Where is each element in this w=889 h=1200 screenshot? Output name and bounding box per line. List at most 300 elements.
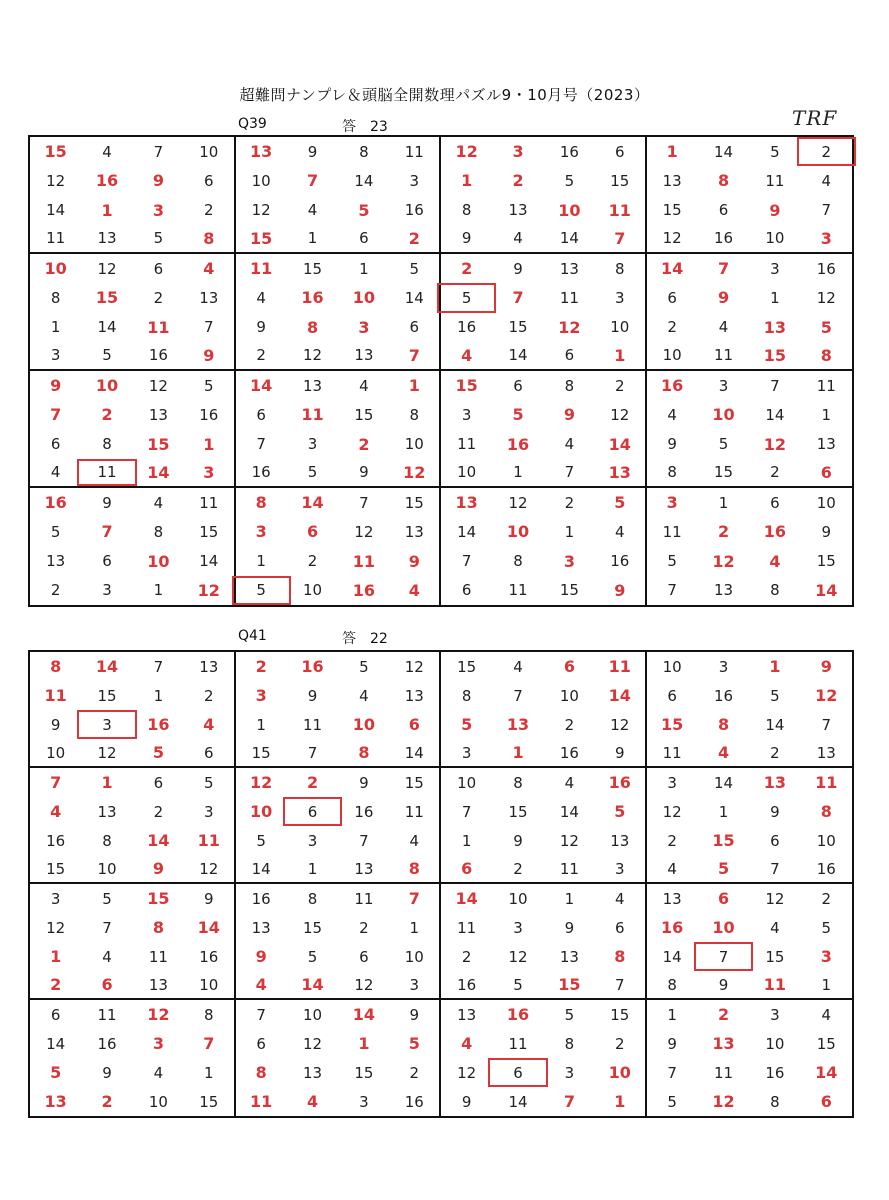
grid-cell: 9 bbox=[667, 435, 677, 454]
grid-cell: 6 bbox=[256, 405, 266, 424]
grid-cell: 5 bbox=[307, 947, 318, 966]
grid-cell: 1 bbox=[390, 913, 441, 942]
grid-cell: 1 bbox=[256, 715, 266, 734]
grid-cell: 11 bbox=[544, 855, 595, 884]
grid-cell: 7 bbox=[749, 855, 800, 884]
grid-cell: 6 bbox=[801, 459, 852, 488]
grid-cell: 10 bbox=[559, 686, 579, 705]
grid-cell: 1 bbox=[50, 318, 61, 337]
grid-cell: 12 bbox=[390, 459, 441, 488]
grid-cell: 1 bbox=[359, 259, 369, 278]
grid-cell: 14 bbox=[714, 773, 734, 792]
grid-cell: 5 bbox=[359, 657, 369, 676]
grid-cell: 12 bbox=[508, 493, 528, 512]
signature: TRF bbox=[792, 106, 838, 130]
grid-cell: 12 bbox=[457, 1063, 477, 1082]
grid-cell: 3 bbox=[184, 459, 235, 488]
grid-cell: 14 bbox=[184, 913, 235, 942]
grid-cell: 7 bbox=[287, 739, 338, 768]
grid-cell: 8 bbox=[390, 855, 441, 884]
grid-cell: 9 bbox=[513, 831, 523, 850]
grid-cell: 8 bbox=[255, 1063, 267, 1082]
grid-cell: 15 bbox=[236, 225, 287, 254]
grid-cell: 2 bbox=[595, 371, 646, 400]
grid-cell: 16 bbox=[595, 547, 646, 576]
grid-cell: 2 bbox=[390, 225, 441, 254]
grid-cell: 10 bbox=[595, 1058, 646, 1087]
grid-cell: 7 bbox=[698, 942, 749, 971]
grid-cell: 14 bbox=[46, 201, 66, 220]
grid-cell: 12 bbox=[81, 739, 132, 768]
grid-cell: 9 bbox=[184, 884, 235, 913]
grid-cell: 3 bbox=[307, 435, 318, 454]
grid-cell: 4 bbox=[359, 686, 369, 705]
grid-cell: 13 bbox=[763, 773, 787, 792]
grid-cell: 5 bbox=[50, 522, 61, 541]
grid-cell: 11 bbox=[390, 797, 441, 826]
grid-cell: 14 bbox=[544, 225, 595, 254]
grid-cell: 11 bbox=[595, 196, 646, 225]
grid-cell: 9 bbox=[564, 918, 575, 937]
grid-cell: 6 bbox=[513, 376, 523, 395]
grid-cell: 12 bbox=[763, 434, 787, 454]
grid-cell: 13 bbox=[662, 171, 682, 190]
grid-cell: 12 bbox=[97, 259, 117, 278]
grid-cell: 8 bbox=[717, 171, 730, 191]
grid-cell: 16 bbox=[457, 318, 477, 337]
grid-cell: 10 bbox=[95, 376, 119, 396]
grid-cell: 5 bbox=[184, 768, 235, 797]
grid-cell: 9 bbox=[441, 225, 492, 254]
grid-cell: 9 bbox=[513, 259, 523, 278]
grid-cell: 10 bbox=[506, 522, 530, 542]
grid-cell: 6 bbox=[544, 342, 595, 371]
grid-cell: 1 bbox=[821, 405, 832, 424]
grid-cell: 12 bbox=[46, 171, 66, 190]
grid-cell: 4 bbox=[769, 551, 781, 571]
grid-cell: 15 bbox=[95, 288, 119, 308]
grid-cell: 3 bbox=[718, 657, 729, 676]
grid-cell: 4 bbox=[102, 142, 112, 161]
grid-cell: 10 bbox=[184, 137, 235, 166]
grid-cell: 14 bbox=[457, 522, 477, 541]
grid-cell: 9 bbox=[50, 715, 61, 734]
grid-cell: 10 bbox=[595, 313, 646, 342]
grid-cell: 14 bbox=[352, 1005, 376, 1024]
puzzle-1-label: Q39 bbox=[238, 116, 267, 132]
grid-cell: 14 bbox=[133, 459, 184, 488]
grid-cell: 16 bbox=[506, 1005, 530, 1024]
grid-cell: 1 bbox=[595, 342, 646, 371]
grid-cell: 3 bbox=[595, 283, 646, 312]
grid-cell: 7 bbox=[184, 1029, 235, 1058]
grid-cell: 2 bbox=[153, 802, 164, 821]
grid-cell: 1 bbox=[287, 855, 338, 884]
grid-cell: 3 bbox=[801, 225, 852, 254]
grid-cell: 6 bbox=[820, 1092, 832, 1111]
grid-cell: 15 bbox=[544, 971, 595, 1000]
grid-cell: 2 bbox=[255, 657, 267, 676]
grid-cell: 15 bbox=[390, 768, 441, 797]
grid-cell: 16 bbox=[714, 686, 734, 705]
grid-cell: 15 bbox=[44, 142, 67, 162]
grid-cell: 7 bbox=[184, 313, 235, 342]
grid-cell: 16 bbox=[441, 971, 492, 1000]
grid-cell: 2 bbox=[184, 681, 235, 710]
grid-cell: 6 bbox=[441, 855, 492, 884]
grid-cell: 1 bbox=[101, 200, 113, 220]
grid-cell: 11 bbox=[30, 225, 81, 254]
grid-cell: 8 bbox=[184, 225, 235, 254]
grid-cell: 13 bbox=[595, 459, 646, 488]
grid-cell: 15 bbox=[303, 918, 323, 937]
grid-cell: 11 bbox=[97, 1005, 117, 1024]
grid-cell: 7 bbox=[359, 831, 369, 850]
grid-cell: 13 bbox=[559, 947, 579, 966]
grid-cell: 5 bbox=[512, 405, 524, 425]
grid-cell: 1 bbox=[184, 1058, 235, 1087]
grid-cell: 8 bbox=[513, 552, 523, 571]
grid-cell: 4 bbox=[184, 254, 235, 283]
grid-cell: 14 bbox=[765, 405, 785, 424]
grid-cell: 16 bbox=[352, 580, 376, 600]
grid-cell: 10 bbox=[390, 942, 441, 971]
grid-cell: 15 bbox=[184, 1087, 235, 1116]
grid-cell: 14 bbox=[46, 1034, 66, 1053]
grid-cell: 5 bbox=[770, 686, 780, 705]
grid-cell: 5 bbox=[133, 739, 184, 768]
grid-cell: 3 bbox=[390, 166, 441, 195]
grid-cell: 16 bbox=[390, 196, 441, 225]
grid-cell: 13 bbox=[712, 1034, 735, 1053]
grid-cell: 5 bbox=[256, 831, 266, 850]
grid-cell: 4 bbox=[441, 342, 492, 371]
grid-cell: 6 bbox=[390, 710, 441, 739]
grid-cell: 12 bbox=[46, 918, 66, 937]
grid-cell: 7 bbox=[563, 1092, 575, 1111]
grid-cell: 5 bbox=[770, 142, 780, 161]
grid-cell: 7 bbox=[461, 802, 472, 821]
grid-cell: 14 bbox=[390, 283, 441, 312]
grid-cell: 9 bbox=[698, 971, 749, 1000]
grid-cell: 8 bbox=[564, 376, 575, 395]
grid-cell: 5 bbox=[667, 552, 677, 571]
grid-cell: 12 bbox=[712, 551, 735, 571]
grid-cell: 6 bbox=[770, 831, 780, 850]
grid-cell: 16 bbox=[95, 171, 119, 191]
grid-cell: 3 bbox=[255, 686, 267, 705]
grid-cell: 10 bbox=[647, 342, 698, 371]
grid-cell: 9 bbox=[595, 576, 646, 605]
grid-cell: 11 bbox=[184, 488, 235, 517]
grid-cell: 6 bbox=[595, 137, 646, 166]
grid-cell: 13 bbox=[390, 681, 441, 710]
grid-cell: 7 bbox=[595, 971, 646, 1000]
grid-cell: 6 bbox=[595, 913, 646, 942]
grid-cell: 16 bbox=[544, 739, 595, 768]
grid-cell: 3 bbox=[667, 773, 677, 792]
grid-cell: 6 bbox=[184, 166, 235, 195]
grid-cell: 10 bbox=[558, 200, 581, 220]
grid-cell: 5 bbox=[595, 488, 646, 517]
grid-cell: 5 bbox=[492, 971, 543, 1000]
grid-cell: 5 bbox=[236, 576, 287, 605]
grid-cell: 9 bbox=[50, 376, 62, 396]
grid-cell: 11 bbox=[250, 259, 273, 279]
grid-cell: 13 bbox=[457, 1005, 477, 1024]
grid-cell: 16 bbox=[506, 434, 530, 454]
grid-cell: 8 bbox=[50, 288, 61, 307]
grid-cell: 8 bbox=[770, 581, 780, 600]
grid-cell: 15 bbox=[455, 376, 478, 396]
grid-cell: 15 bbox=[390, 488, 441, 517]
grid-cell: 6 bbox=[256, 1034, 266, 1053]
grid-cell: 7 bbox=[512, 288, 524, 308]
grid-cell: 14 bbox=[661, 259, 684, 279]
grid-cell: 16 bbox=[816, 259, 836, 278]
grid-cell: 1 bbox=[801, 971, 852, 1000]
grid-cell: 9 bbox=[307, 686, 318, 705]
grid-cell: 4 bbox=[306, 1092, 319, 1111]
grid-cell: 4 bbox=[595, 884, 646, 913]
grid-cell: 2 bbox=[492, 855, 543, 884]
grid-cell: 1 bbox=[50, 947, 62, 966]
grid-cell: 3 bbox=[512, 142, 524, 162]
grid-cell: 1 bbox=[769, 657, 781, 676]
grid-cell: 1 bbox=[390, 371, 441, 400]
grid-cell: 4 bbox=[564, 435, 575, 454]
grid-cell: 3 bbox=[30, 342, 81, 371]
grid-cell: 14 bbox=[236, 855, 287, 884]
grid-cell: 9 bbox=[184, 342, 235, 371]
grid-cell: 5 bbox=[133, 225, 184, 254]
grid-cell: 9 bbox=[255, 947, 267, 966]
grid-cell: 7 bbox=[256, 435, 266, 454]
grid-cell: 3 bbox=[513, 918, 523, 937]
grid-cell: 2 bbox=[749, 459, 800, 488]
grid-cell: 14 bbox=[184, 547, 235, 576]
grid-cell: 1 bbox=[770, 288, 780, 307]
grid-cell: 16 bbox=[133, 342, 184, 371]
grid-cell: 13 bbox=[81, 225, 132, 254]
grid-cell: 10 bbox=[662, 657, 682, 676]
grid-cell: 7 bbox=[102, 918, 112, 937]
grid-cell: 4 bbox=[564, 773, 575, 792]
grid-cell: 8 bbox=[461, 201, 472, 220]
grid-cell: 7 bbox=[256, 1005, 266, 1024]
grid-cell: 11 bbox=[647, 739, 698, 768]
grid-cell: 10 bbox=[352, 288, 376, 308]
grid-cell: 7 bbox=[770, 376, 780, 395]
grid-cell: 16 bbox=[184, 400, 235, 429]
grid-cell: 14 bbox=[815, 580, 838, 600]
grid-cell: 5 bbox=[564, 1005, 575, 1024]
grid-cell: 4 bbox=[595, 517, 646, 546]
grid-cell: 6 bbox=[102, 552, 112, 571]
grid-cell: 10 bbox=[148, 1092, 168, 1111]
grid-cell: 7 bbox=[359, 493, 369, 512]
grid-cell: 2 bbox=[30, 971, 81, 1000]
grid-cell: 7 bbox=[667, 581, 677, 600]
grid-cell: 2 bbox=[667, 318, 677, 337]
grid-cell: 7 bbox=[153, 142, 164, 161]
grid-cell: 3 bbox=[718, 376, 729, 395]
grid-cell: 15 bbox=[303, 259, 323, 278]
grid-cell: 1 bbox=[492, 459, 543, 488]
grid-cell: 12 bbox=[455, 142, 478, 162]
grid-cell: 9 bbox=[338, 459, 389, 488]
grid-cell: 7 bbox=[821, 201, 832, 220]
grid-cell: 14 bbox=[815, 1063, 838, 1082]
grid-cell: 13 bbox=[133, 971, 184, 1000]
grid-cell: 15 bbox=[354, 405, 374, 424]
grid-cell: 13 bbox=[559, 259, 579, 278]
grid-cell: 11 bbox=[148, 947, 168, 966]
grid-cell: 6 bbox=[492, 1058, 543, 1087]
grid-cell: 16 bbox=[46, 831, 66, 850]
grid-cell: 11 bbox=[81, 459, 132, 488]
grid-cell: 9 bbox=[359, 773, 369, 792]
grid-cell: 1 bbox=[256, 552, 266, 571]
grid-cell: 12 bbox=[558, 317, 581, 337]
grid-cell: 1 bbox=[564, 522, 575, 541]
grid-cell: 10 bbox=[147, 551, 170, 571]
grid-cell: 11 bbox=[508, 1034, 528, 1053]
grid-cell: 5 bbox=[50, 1063, 62, 1082]
grid-cell: 14 bbox=[287, 971, 338, 1000]
grid-cell: 8 bbox=[717, 715, 730, 734]
grid-cell: 4 bbox=[698, 739, 749, 768]
grid-cell: 2 bbox=[801, 137, 852, 166]
grid-cell: 13 bbox=[97, 802, 117, 821]
grid-cell: 4 bbox=[390, 826, 441, 855]
grid-cell: 1 bbox=[492, 739, 543, 768]
grid-cell: 7 bbox=[390, 884, 441, 913]
grid-cell: 10 bbox=[749, 225, 800, 254]
grid-cell: 3 bbox=[184, 797, 235, 826]
grid-cell: 5 bbox=[441, 283, 492, 312]
grid-cell: 11 bbox=[457, 918, 477, 937]
grid-cell: 6 bbox=[184, 739, 235, 768]
grid-cell: 8 bbox=[770, 1092, 780, 1111]
grid-cell: 8 bbox=[255, 493, 267, 513]
grid-cell: 2 bbox=[717, 1005, 730, 1024]
grid-cell: 3 bbox=[666, 493, 678, 513]
grid-cell: 12 bbox=[816, 288, 836, 307]
grid-cell: 9 bbox=[102, 1063, 112, 1082]
grid-cell: 14 bbox=[250, 376, 273, 396]
grid-cell: 11 bbox=[765, 171, 785, 190]
grid-cell: 3 bbox=[563, 551, 575, 571]
grid-cell: 9 bbox=[390, 547, 441, 576]
grid-cell: 13 bbox=[338, 342, 389, 371]
grid-cell: 16 bbox=[44, 493, 67, 513]
grid-cell: 10 bbox=[390, 430, 441, 459]
grid-cell: 6 bbox=[153, 259, 164, 278]
grid-cell: 6 bbox=[717, 889, 730, 908]
grid-cell: 2 bbox=[101, 1092, 113, 1111]
grid-cell: 1 bbox=[153, 686, 164, 705]
grid-cell: 5 bbox=[698, 855, 749, 884]
grid-cell: 12 bbox=[251, 201, 271, 220]
grid-cell: 2 bbox=[390, 1058, 441, 1087]
grid-cell: 8 bbox=[307, 889, 318, 908]
grid-cell: 5 bbox=[390, 1029, 441, 1058]
grid-cell: 2 bbox=[184, 196, 235, 225]
grid-cell: 11 bbox=[698, 342, 749, 371]
grid-cell: 8 bbox=[595, 254, 646, 283]
grid-cell: 15 bbox=[662, 201, 682, 220]
grid-cell: 11 bbox=[714, 1063, 734, 1082]
grid-cell: 6 bbox=[461, 581, 472, 600]
grid-cell: 13 bbox=[184, 652, 235, 681]
grid-cell: 6 bbox=[563, 657, 575, 676]
grid-cell: 10 bbox=[251, 171, 271, 190]
grid-cell: 2 bbox=[307, 552, 318, 571]
grid-cell: 1 bbox=[718, 802, 729, 821]
grid-cell: 13 bbox=[44, 1092, 67, 1111]
grid-cell: 12 bbox=[338, 971, 389, 1000]
grid-cell: 15 bbox=[765, 947, 785, 966]
grid-cell: 11 bbox=[749, 971, 800, 1000]
grid-cell: 12 bbox=[354, 522, 374, 541]
grid-cell: 12 bbox=[390, 652, 441, 681]
grid-cell: 11 bbox=[457, 435, 477, 454]
grid-cell: 15 bbox=[712, 831, 735, 850]
grid-cell: 7 bbox=[821, 715, 832, 734]
grid-cell: 6 bbox=[287, 797, 338, 826]
grid-cell: 8 bbox=[647, 459, 698, 488]
grid-cell: 14 bbox=[354, 171, 374, 190]
grid-cell: 2 bbox=[306, 773, 319, 792]
grid-cell: 14 bbox=[390, 739, 441, 768]
grid-cell: 9 bbox=[717, 288, 730, 308]
grid-cell: 12 bbox=[595, 710, 646, 739]
grid-cell: 8 bbox=[153, 522, 164, 541]
grid-cell: 14 bbox=[559, 802, 579, 821]
grid-cell: 2 bbox=[512, 171, 524, 191]
grid-cell: 16 bbox=[184, 942, 235, 971]
grid-cell: 2 bbox=[50, 581, 61, 600]
grid-cell: 8 bbox=[359, 142, 369, 161]
grid-cell: 16 bbox=[251, 889, 271, 908]
grid-cell: 12 bbox=[148, 376, 168, 395]
grid-cell: 2 bbox=[153, 288, 164, 307]
grid-cell: 11 bbox=[390, 137, 441, 166]
puzzle-2-label: Q41 bbox=[238, 628, 267, 644]
grid-cell: 8 bbox=[513, 773, 523, 792]
grid-cell: 10 bbox=[30, 739, 81, 768]
grid-cell: 11 bbox=[508, 581, 528, 600]
grid-cell: 5 bbox=[820, 317, 832, 337]
grid-cell: 3 bbox=[81, 710, 132, 739]
grid-cell: 15 bbox=[698, 459, 749, 488]
grid-cell: 10 bbox=[441, 459, 492, 488]
grid-cell: 2 bbox=[749, 739, 800, 768]
grid-cell: 13 bbox=[508, 201, 528, 220]
grid-cell: 6 bbox=[390, 313, 441, 342]
grid-cell: 3 bbox=[307, 831, 318, 850]
grid-cell: 8 bbox=[595, 942, 646, 971]
grid-cell: 4 bbox=[390, 576, 441, 605]
grid-cell: 6 bbox=[667, 288, 677, 307]
grid-cell: 13 bbox=[801, 739, 852, 768]
grid-cell: 11 bbox=[595, 652, 646, 681]
grid-cell: 11 bbox=[184, 826, 235, 855]
grid-cell: 5 bbox=[595, 797, 646, 826]
grid-cell: 6 bbox=[359, 947, 369, 966]
grid-cell: 13 bbox=[763, 317, 787, 337]
